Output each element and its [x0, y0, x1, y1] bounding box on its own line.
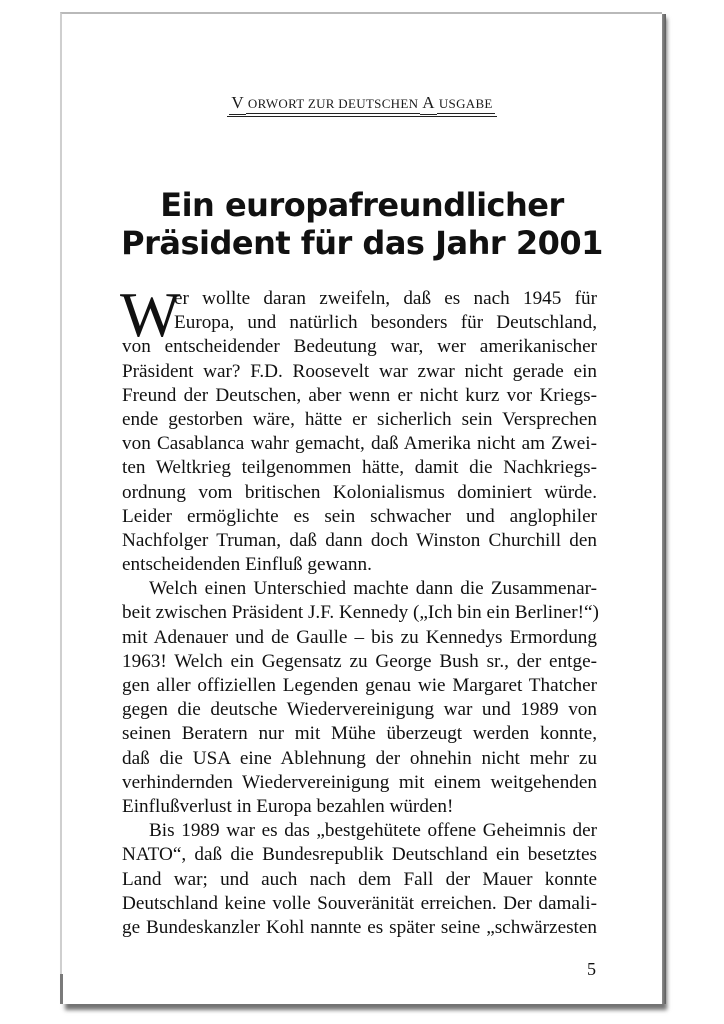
chapter-title [62, 186, 662, 262]
section-title-rest-1: ORWORT ZUR DEUTSCHEN [246, 96, 420, 114]
chapter-title-line-2: Präsident für das Jahr 2001 [121, 224, 603, 262]
text-line: Leider ermöglichte es sein schwacher und anglophiler [122, 505, 597, 527]
text-line: er wollte daran zweifeln, daß es nach 1945 für [174, 288, 597, 309]
text-line: von Casablanca wahr gemacht, daß Amerika nicht am Zwei- [122, 433, 597, 455]
text-line: Welch einen Unterschied machte dann die Zusammenar- [149, 578, 597, 600]
text-line: ordnung vom britischen Kolonialismus dominiert würde. [122, 481, 597, 503]
section-title-initial-1: V [229, 93, 246, 115]
text-line: 1963! Welch ein Gegensatz zu George Bush sr., der entge- [122, 650, 597, 672]
section-header [62, 93, 662, 117]
text-line: Nachfolger Truman, daß dann doch Winston Churchill den [122, 529, 597, 551]
text-line: von entscheidender Bedeutung war, wer amerikanischer [122, 336, 597, 358]
text-line: Bis 1989 war es das „bestgehütete offene Geheimnis der [149, 820, 597, 842]
text-line: verhindernden Wiedervereinigung mit einem weitgehenden [122, 771, 597, 793]
text-line: ende gestorben wäre, hätte er sicherlich sein Versprechen [122, 408, 597, 430]
text-line: ge Bundeskanzler Kohl nannte es später seine „schwärzesten [122, 916, 597, 938]
text-line: gen aller offiziellen Legenden genau wie Margaret Thatcher [122, 675, 597, 696]
text-line: gegen die deutsche Wiedervereinigung war und 1989 von [122, 699, 597, 721]
book-page [60, 12, 662, 1004]
text-line: entscheidenden Einfluß gewann. [122, 554, 372, 576]
section-title-initial-2: A [420, 93, 437, 115]
page-number: 5 [587, 959, 596, 979]
text-line: NATO“, daß die Bundesrepublik Deutschland ein besetztes [122, 844, 597, 866]
text-line: ten Weltkrieg teilgenommen hätte, damit die Nachkriegs- [122, 457, 597, 479]
text-line: Präsident war? F.D. Roosevelt war zwar nicht gerade ein [122, 360, 597, 382]
chapter-title-line-1: Ein europafreundlicher [160, 186, 564, 224]
text-line: seinen Beratern nur mit Mühe überzeugt werden konnte, [122, 723, 597, 745]
text-line: Deutschland keine volle Souveränität erreichen. Der damali- [122, 892, 597, 914]
body-text [120, 279, 599, 940]
text-line: beit zwischen Präsident J.F. Kennedy („Ich bin ein Berliner!“) [122, 602, 599, 624]
section-header-underlined [227, 93, 496, 117]
drop-cap: W [120, 279, 181, 350]
section-title-rest-2: USGABE [437, 96, 495, 114]
text-line: Land war; und auch nach dem Fall der Mauer konnte [122, 868, 597, 890]
text-line: Europa, und natürlich besonders für Deutschland, [174, 312, 597, 334]
text-line: daß die USA eine Ablehnung der ohnehin nicht mehr zu [122, 747, 597, 769]
text-line: Freund der Deutschen, aber wenn er nicht kurz vor Kriegs- [122, 384, 597, 406]
text-line: mit Adenauer und de Gaulle – bis zu Kennedys Ermordung [122, 626, 597, 648]
text-line: Einflußverlust in Europa bezahlen würden! [122, 795, 454, 817]
